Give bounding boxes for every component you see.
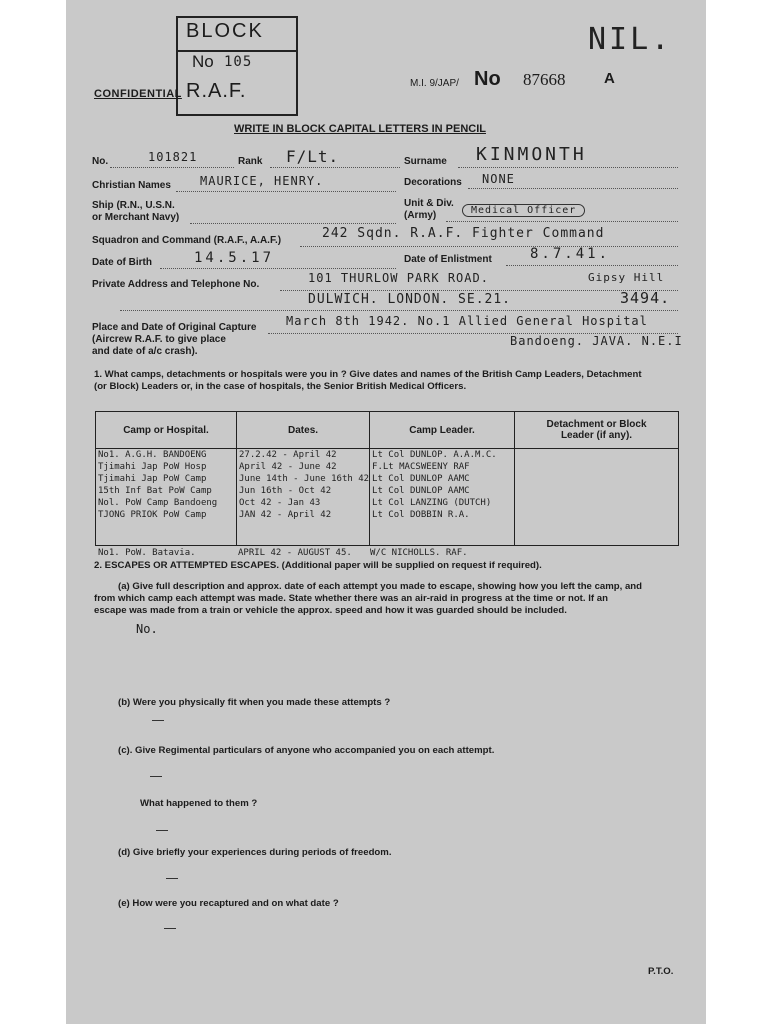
table-row: 15th Inf Bat PoW Camp: [98, 486, 212, 496]
question-2c: (c). Give Regimental particulars of anyone who accompanied you on each attempt.: [118, 745, 495, 756]
table-row: JAN 42 - April 42: [239, 510, 332, 520]
address-note: Gipsy Hill: [588, 271, 665, 284]
address-line-1: 101 THURLOW PARK ROAD.: [308, 271, 489, 285]
question-1: 1. What camps, detachments or hospitals were you in ? Give dates and names of the British Camp Leaders, Detachment: [94, 369, 642, 380]
table-row: Tjimahi Jap PoW Camp: [98, 474, 207, 484]
no-label: No.: [92, 156, 109, 167]
capture-label-3: and date of a/c crash).: [92, 346, 198, 357]
question-2a: (a) Give full description and approx. date of each attempt you made to escape, showing how you left the camp, and: [118, 581, 643, 592]
table-row: Lt Col DUNLOP AAMC: [372, 474, 470, 484]
address-phone: 3494.: [620, 289, 671, 307]
extra-row-dates: APRIL 42 - AUGUST 45.: [238, 548, 352, 558]
col-leader-header: Camp Leader.: [370, 412, 515, 449]
table-row: Lt Col DUNLOP AAMC: [372, 486, 470, 496]
table-row: No1. A.G.H. BANDOENG: [98, 450, 207, 460]
capture-place-value: Bandoeng. JAVA. N.E.I: [510, 334, 683, 348]
question-2c-followup: What happened to them ?: [140, 798, 258, 809]
table-row: Oct 42 - Jan 43: [239, 498, 321, 508]
unit-label-2: (Army): [404, 210, 437, 221]
table-row: April 42 - June 42: [239, 462, 337, 472]
rank-value: F/Lt.: [286, 147, 340, 166]
detachment-cell: [515, 449, 679, 546]
enlistment-label: Date of Enlistment: [404, 254, 492, 265]
table-row: Nol. PoW Camp Bandoeng: [98, 498, 218, 508]
stamp-text-no: No: [192, 52, 214, 71]
christian-names-label: Christian Names: [92, 180, 171, 191]
table-row: June 14th - June 16th 42: [239, 474, 370, 484]
document-number: 87668: [523, 70, 566, 89]
table-row: F.Lt MACSWEENY RAF: [372, 462, 470, 472]
table-row: Tjimahi Jap PoW Hosp: [98, 462, 207, 472]
capture-label: Place and Date of Original Capture: [92, 322, 257, 333]
decorations-value: NONE: [482, 172, 515, 186]
dob-value: 14.5.17: [194, 250, 275, 266]
instruction-heading: WRITE IN BLOCK CAPITAL LETTERS IN PENCIL: [234, 123, 486, 135]
confidential-label: CONFIDENTIAL: [94, 88, 182, 100]
dob-label: Date of Birth: [92, 257, 152, 268]
col-camp-header: Camp or Hospital.: [96, 412, 237, 449]
series-letter: A: [604, 70, 615, 87]
capture-date-value: March 8th 1942. No.1 Allied General Hospital: [286, 314, 648, 328]
camp-cell: [96, 449, 237, 546]
form-code: M.I. 9/JAP/: [410, 78, 459, 89]
stamp-text-block: BLOCK: [186, 20, 264, 42]
ship-label-2: or Merchant Navy): [92, 212, 180, 223]
col-dates-header: Dates.: [237, 412, 370, 449]
extra-row-leader: W/C NICHOLLS. RAF.: [370, 548, 468, 558]
leader-cell: [370, 449, 515, 546]
ship-label: Ship (R.N., U.S.N.: [92, 200, 175, 211]
col-detachment-header: Detachment or Block Leader (if any).: [515, 412, 679, 449]
extra-row-camp: No1. PoW. Batavia.: [98, 548, 196, 558]
enlistment-value: 8.7.41.: [530, 246, 611, 262]
table-row: TJONG PRIOK PoW Camp: [98, 510, 207, 520]
table-row: Jun 16th - Oct 42: [239, 486, 332, 496]
camps-table: [95, 411, 679, 546]
rank-label: Rank: [238, 156, 263, 167]
question-2e: (e) How were you recaptured and on what date ?: [118, 898, 339, 909]
question-2b: (b) Were you physically fit when you made these attempts ?: [118, 697, 391, 708]
capture-label-2: (Aircrew R.A.F. to give place: [92, 334, 226, 345]
surname-label: Surname: [404, 156, 447, 167]
squadron-value: 242 Sqdn. R.A.F. Fighter Command: [322, 226, 605, 241]
question-2a-line2: from which camp each attempt was made. State whether there was an air-raid in progress at the time or not. If an: [94, 593, 608, 604]
question-2-heading: 2. ESCAPES OR ATTEMPTED ESCAPES. (Additional paper will be supplied on request if required).: [94, 560, 542, 571]
decorations-label: Decorations: [404, 177, 462, 188]
unit-label: Unit & Div.: [404, 198, 454, 209]
number-label: No: [474, 68, 501, 90]
squadron-label: Squadron and Command (R.A.F., A.A.F.): [92, 235, 282, 246]
table-row: 27.2.42 - April 42: [239, 450, 337, 460]
address-label: Private Address and Telephone No.: [92, 279, 260, 290]
surname-value: KINMONTH: [476, 144, 587, 165]
question-2d: (d) Give briefly your experiences during periods of freedom.: [118, 847, 392, 858]
no-value: 101821: [148, 150, 198, 164]
pto-label: P.T.O.: [648, 966, 674, 977]
question-1-cont: (or Block) Leaders or, in the case of hospitals, the Senior British Medical Officers.: [94, 381, 467, 392]
stamp-block-number: 105: [224, 54, 253, 70]
nil-mark: NIL.: [588, 22, 673, 57]
table-row: Lt Col DUNLOP. A.A.M.C.: [372, 450, 497, 460]
dates-cell: [237, 449, 370, 546]
stamp-text-raf: R.A.F.: [186, 80, 247, 102]
christian-names-value: MAURICE, HENRY.: [200, 174, 324, 188]
table-row: Lt Col DOBBIN R.A.: [372, 510, 470, 520]
unit-value: Medical Officer: [462, 204, 585, 217]
answer-2a: No.: [136, 622, 158, 636]
question-2a-line3: escape was made from a train or vehicle the approx. speed and how it was guarded should be included.: [94, 605, 567, 616]
address-line-2: DULWICH. LONDON. SE.21.: [308, 292, 512, 307]
table-row: Lt Col LANZING (DUTCH): [372, 498, 492, 508]
